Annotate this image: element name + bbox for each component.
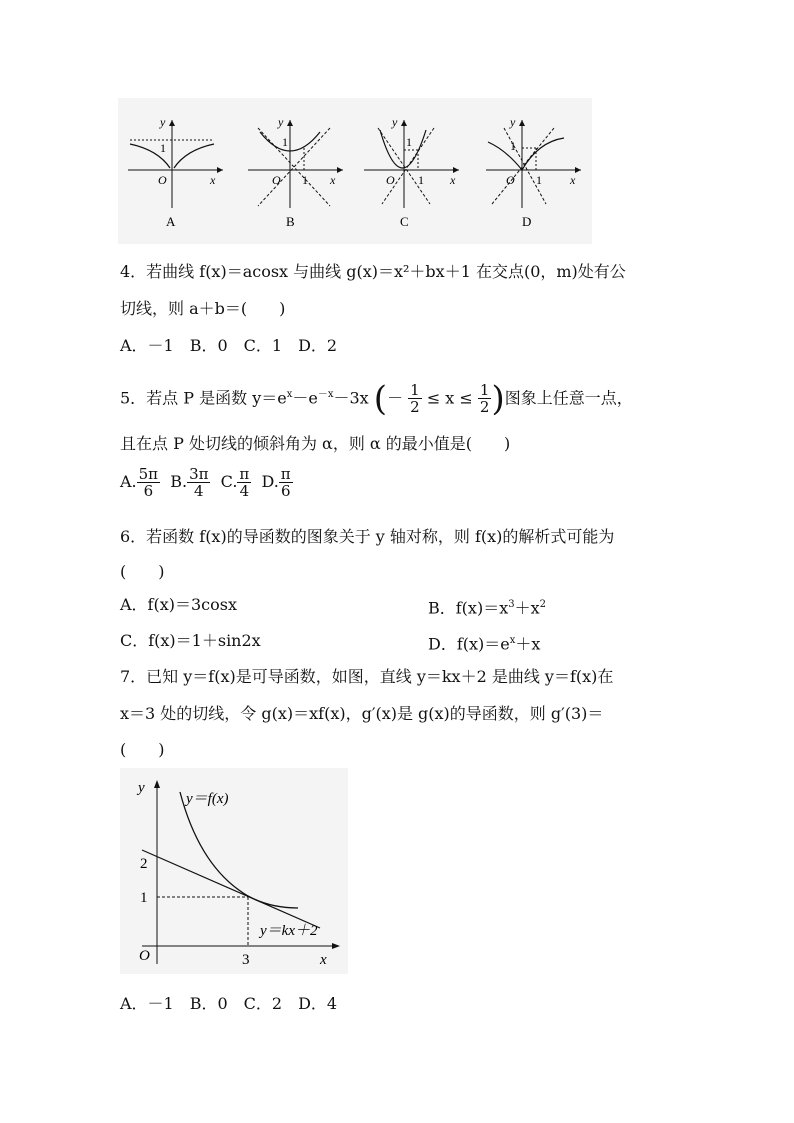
q4-line1: 4．若曲线 f(x)＝acosx 与曲线 g(x)＝x²＋bx＋1 在交点(0，m)处有公 bbox=[120, 262, 626, 281]
q6-option-d: D．$f(x)=e^x+x$ bbox=[428, 634, 541, 654]
q4-line2: 切线，则 a＋b＝( ) bbox=[120, 299, 286, 318]
q5-fraction-right: $\frac{1}{2}$ bbox=[479, 381, 490, 417]
graph-d-one-x-label: 1 bbox=[536, 173, 542, 187]
q5-opt-c: $\frac{\pi}{4}$ bbox=[239, 465, 250, 500]
q7-tick-3: 3 bbox=[242, 952, 250, 968]
options-graphs bbox=[118, 98, 592, 244]
graph-c-origin-label: O bbox=[386, 173, 395, 187]
graph-d bbox=[486, 115, 581, 229]
q5-opt-b: $\frac{3\pi}{4}$ bbox=[189, 465, 209, 500]
q7-line1: 7．已知 y＝f(x)是可导函数，如图，直线 y＝kx＋2 是曲线 y＝f(x)在 bbox=[120, 667, 614, 686]
graph-b-one-label: 1 bbox=[282, 135, 288, 149]
q7-line-label: y＝kx＋2 bbox=[260, 923, 318, 939]
graph-b-y-label: y bbox=[278, 115, 284, 129]
q5-opt-d: $\frac{\pi}{6}$ bbox=[280, 465, 291, 500]
graph-a-one-label: 1 bbox=[160, 141, 166, 155]
q4-options: A．－1 B．0 C．1 D．2 bbox=[120, 336, 338, 355]
graph-b-one-x-label: 1 bbox=[302, 173, 308, 187]
q5-prefix: 5．若点 P 是函数 y＝e bbox=[120, 388, 287, 408]
q5-exp1: x bbox=[286, 389, 293, 400]
q7-options: A．－1 B．0 C．2 D．4 bbox=[120, 994, 338, 1013]
q5-opt-a-letter: A. bbox=[120, 472, 137, 491]
q5-right-paren: ) bbox=[491, 378, 505, 419]
graph-c-one-label: 1 bbox=[406, 135, 412, 149]
graph-c-one-x-label: 1 bbox=[418, 173, 424, 187]
graph-c-y-label: y bbox=[392, 115, 398, 129]
q5-opt-d-letter: D. bbox=[261, 472, 279, 491]
q5-opt-a: $\frac{5\pi}{6}$ bbox=[138, 465, 159, 500]
q5-line2: 且在点 P 处切线的倾斜角为 α，则 α 的最小值是( ) bbox=[120, 434, 511, 453]
q5-fraction-left: $\frac{1}{2}$ bbox=[410, 381, 420, 417]
graph-d-x-label: x bbox=[570, 173, 576, 187]
q7-graph bbox=[120, 768, 348, 974]
q5-inequality: ≤ x ≤ bbox=[426, 388, 473, 408]
caption-c: C bbox=[400, 214, 409, 229]
caption-b: B bbox=[286, 214, 295, 229]
q7-y-axis-label: y bbox=[138, 780, 145, 796]
q5-suffix: 图象上任意一点， bbox=[504, 388, 633, 408]
q5-opt-c-letter: C. bbox=[220, 472, 238, 491]
q6-option-a: A．f(x)＝3cosx bbox=[120, 595, 237, 614]
q6-line1: 6．若函数 f(x)的导函数的图象关于 y 轴对称，则 f(x)的解析式可能为 bbox=[120, 527, 615, 546]
graph-a-x-label: x bbox=[210, 173, 216, 187]
q5-left-paren: ( bbox=[373, 378, 388, 419]
graph-a-y-label: y bbox=[160, 115, 166, 129]
q7-graph-box bbox=[120, 768, 348, 974]
q7-line3: ( ) bbox=[120, 740, 165, 759]
q5-options bbox=[120, 466, 293, 499]
graph-d-one-label: 1 bbox=[510, 139, 516, 153]
q5-exp2: －x bbox=[317, 389, 334, 400]
q5-mid2: －3x bbox=[333, 388, 369, 408]
q7-curve-label: y＝f(x) bbox=[186, 791, 229, 807]
graph-a-origin-label: O bbox=[158, 173, 167, 187]
q6-line2: ( ) bbox=[120, 562, 165, 581]
graph-b-x-label: x bbox=[330, 173, 336, 187]
graph-a bbox=[128, 115, 223, 229]
caption-d: D bbox=[522, 214, 532, 229]
q7-line2: x＝3 处的切线，令 g(x)＝xf(x)，g′(x)是 g(x)的导函数，则 g′(3)＝ bbox=[120, 704, 604, 723]
q7-x-axis-label: x bbox=[320, 952, 327, 968]
graph-c-x-label: x bbox=[450, 173, 456, 187]
q5-mid1: －e bbox=[292, 388, 318, 408]
graph-d-y-label: y bbox=[510, 115, 516, 129]
q7-tick-1: 1 bbox=[140, 890, 148, 906]
q7-tick-2: 2 bbox=[140, 856, 148, 872]
graph-c bbox=[364, 115, 459, 229]
q5-opt-b-letter: B. bbox=[170, 472, 188, 491]
graph-d-origin-label: O bbox=[506, 173, 515, 187]
graph-b bbox=[248, 115, 343, 229]
options-figure-strip bbox=[118, 98, 592, 244]
q6-option-b: B．$f(x)=x^3+x^2$ bbox=[428, 598, 546, 618]
graph-b-origin-label: O bbox=[272, 173, 281, 187]
caption-a: A bbox=[166, 214, 176, 229]
q6-option-c: C．f(x)＝1＋sin2x bbox=[120, 631, 261, 650]
q5-minus: － bbox=[387, 388, 404, 408]
q7-origin-label: O bbox=[139, 948, 150, 964]
q5-line1 bbox=[120, 378, 633, 419]
